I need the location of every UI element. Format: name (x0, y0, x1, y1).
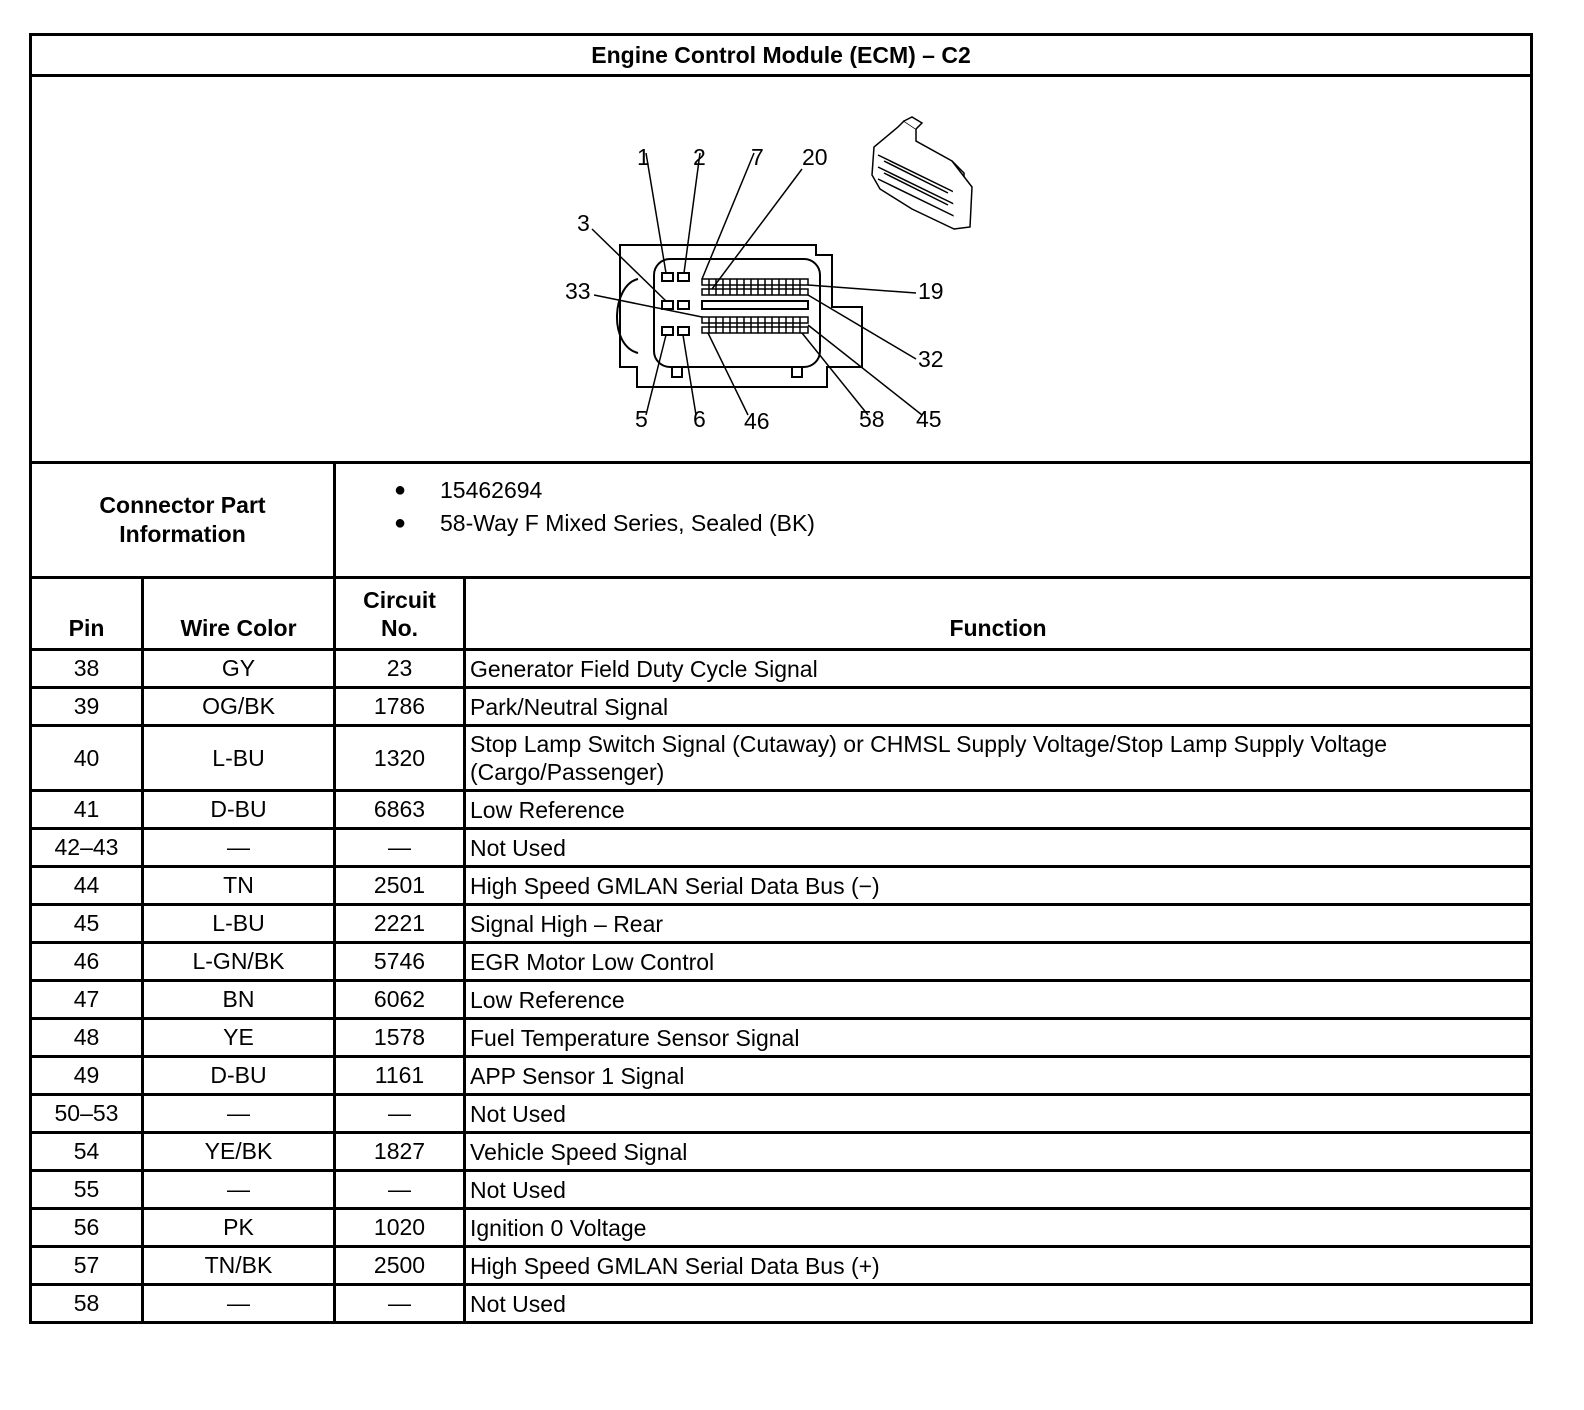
header-function: Function (465, 578, 1532, 650)
pin-label-45: 45 (916, 406, 942, 432)
function-cell: Generator Field Duty Cycle Signal (465, 650, 1532, 688)
wire-color-cell: L-BU (143, 726, 335, 791)
circuit-cell: 1827 (335, 1133, 465, 1171)
function-cell: Signal High – Rear (465, 905, 1532, 943)
pin-label-58: 58 (859, 406, 885, 432)
wire-color-cell: OG/BK (143, 688, 335, 726)
table-row (31, 1171, 1532, 1209)
connector-description: 58-Way F Mixed Series, Sealed (BK) (440, 510, 815, 536)
terminal-1 (662, 273, 673, 281)
connector-part-list (336, 474, 1530, 540)
table-row (31, 905, 1532, 943)
circuit-cell: 5746 (335, 943, 465, 981)
header-circuit-no (335, 578, 465, 650)
circuit-cell: — (335, 1095, 465, 1133)
function-cell: Stop Lamp Switch Signal (Cutaway) or CHMSL Supply Voltage/Stop Lamp Supply Voltage (Cargo/Passenger) (465, 726, 1532, 791)
wire-color-cell: PK (143, 1209, 335, 1247)
wire-color-cell: GY (143, 650, 335, 688)
terminal-5 (662, 327, 673, 335)
pin-label-3: 3 (577, 210, 590, 236)
terminal-6 (678, 327, 689, 335)
pin-cell: 58 (31, 1285, 143, 1323)
table-row (31, 1019, 1532, 1057)
pin-label-5: 5 (635, 406, 648, 432)
table-row (31, 1209, 1532, 1247)
header-circuit-line1: Circuit (363, 587, 436, 613)
wire-color-cell: D-BU (143, 791, 335, 829)
pin-label-33: 33 (565, 278, 591, 304)
pin-cell: 40 (31, 726, 143, 791)
center-divider (702, 301, 808, 309)
header-pin: Pin (31, 578, 143, 650)
table-row (31, 1057, 1532, 1095)
circuit-cell: 2221 (335, 905, 465, 943)
pin-label-2: 2 (693, 144, 706, 170)
page-title: Engine Control Module (ECM) – C2 (31, 35, 1532, 76)
circuit-cell: 1786 (335, 688, 465, 726)
pin-cell: 46 (31, 943, 143, 981)
function-cell: Not Used (465, 1285, 1532, 1323)
bottom-notch (792, 367, 802, 377)
pin-cell: 42–43 (31, 829, 143, 867)
pin-cell: 54 (31, 1133, 143, 1171)
table-row (31, 688, 1532, 726)
function-cell: Low Reference (465, 791, 1532, 829)
circuit-cell: 6863 (335, 791, 465, 829)
wire-color-cell: TN (143, 867, 335, 905)
circuit-cell: 2501 (335, 867, 465, 905)
table-row (31, 981, 1532, 1019)
table-row (31, 829, 1532, 867)
wire-color-cell: TN/BK (143, 1247, 335, 1285)
pin-cell: 44 (31, 867, 143, 905)
wire-color-cell: BN (143, 981, 335, 1019)
connector-part-item (384, 507, 1530, 540)
wire-color-cell: — (143, 829, 335, 867)
table-row (31, 867, 1532, 905)
function-cell: Fuel Temperature Sensor Signal (465, 1019, 1532, 1057)
pin-leader-lines (592, 153, 922, 415)
wire-color-cell: YE (143, 1019, 335, 1057)
circuit-cell: 1020 (335, 1209, 465, 1247)
bullet-icon: ● (394, 512, 407, 534)
circuit-cell: 2500 (335, 1247, 465, 1285)
pin-rows (31, 650, 1532, 1323)
cpi-label-line1: Connector Part (99, 492, 266, 518)
pin-cell: 47 (31, 981, 143, 1019)
terminal-2 (678, 273, 689, 281)
pin-label-19: 19 (918, 278, 944, 304)
pin-cell: 56 (31, 1209, 143, 1247)
pin-cell: 38 (31, 650, 143, 688)
header-wire-color: Wire Color (143, 578, 335, 650)
circuit-cell: — (335, 1171, 465, 1209)
function-cell: High Speed GMLAN Serial Data Bus (−) (465, 867, 1532, 905)
pin-label-6: 6 (693, 406, 706, 432)
function-cell: High Speed GMLAN Serial Data Bus (+) (465, 1247, 1532, 1285)
pin-label-32: 32 (918, 346, 944, 372)
pin-cell: 48 (31, 1019, 143, 1057)
bottom-notch (672, 367, 682, 377)
pin-cell: 49 (31, 1057, 143, 1095)
wire-color-cell: L-GN/BK (143, 943, 335, 981)
wire-color-cell: — (143, 1095, 335, 1133)
wire-color-cell: — (143, 1285, 335, 1323)
terminal-4 (678, 301, 689, 309)
function-cell: Vehicle Speed Signal (465, 1133, 1532, 1171)
function-cell: Low Reference (465, 981, 1532, 1019)
connector-part-info (335, 463, 1532, 578)
circuit-cell: 6062 (335, 981, 465, 1019)
pin-cell: 45 (31, 905, 143, 943)
terminal-3 (662, 301, 673, 309)
wire-color-cell: L-BU (143, 905, 335, 943)
function-cell: Not Used (465, 1095, 1532, 1133)
bullet-icon: ● (394, 479, 407, 501)
connector-table (29, 33, 1533, 1324)
pin-cell: 41 (31, 791, 143, 829)
part-number: 15462694 (440, 477, 543, 503)
header-circuit-line2: No. (380, 615, 419, 641)
function-cell: Not Used (465, 829, 1532, 867)
connector-part-item (384, 474, 1530, 507)
connector-sheet (29, 33, 1530, 1324)
pin-cell: 57 (31, 1247, 143, 1285)
connector-3d-thumbnail (872, 117, 972, 229)
pin-label-1: 1 (637, 144, 650, 170)
terminal-rows (702, 279, 808, 333)
pin-cell: 39 (31, 688, 143, 726)
circuit-cell: 1320 (335, 726, 465, 791)
function-cell: APP Sensor 1 Signal (465, 1057, 1532, 1095)
circuit-cell: — (335, 1285, 465, 1323)
function-cell: Ignition 0 Voltage (465, 1209, 1532, 1247)
table-row (31, 650, 1532, 688)
table-row (31, 726, 1532, 791)
table-row (31, 1285, 1532, 1323)
connector-diagram (31, 76, 1532, 463)
circuit-cell: 1161 (335, 1057, 465, 1095)
cpi-label-line2: Information (119, 521, 246, 547)
wire-color-cell: YE/BK (143, 1133, 335, 1171)
wire-color-cell: — (143, 1171, 335, 1209)
connector-part-info-label (31, 463, 335, 578)
function-cell: EGR Motor Low Control (465, 943, 1532, 981)
table-row (31, 1095, 1532, 1133)
table-row (31, 943, 1532, 981)
pin-cell: 55 (31, 1171, 143, 1209)
pin-label-7: 7 (751, 144, 764, 170)
table-row (31, 1247, 1532, 1285)
table-row (31, 791, 1532, 829)
pin-label-46: 46 (744, 408, 770, 434)
connector-face-drawing (32, 77, 1527, 461)
circuit-cell: 23 (335, 650, 465, 688)
table-row (31, 1133, 1532, 1171)
pin-cell: 50–53 (31, 1095, 143, 1133)
function-cell: Park/Neutral Signal (465, 688, 1532, 726)
circuit-cell: 1578 (335, 1019, 465, 1057)
pin-label-20: 20 (802, 144, 828, 170)
function-cell: Not Used (465, 1171, 1532, 1209)
circuit-cell: — (335, 829, 465, 867)
wire-color-cell: D-BU (143, 1057, 335, 1095)
